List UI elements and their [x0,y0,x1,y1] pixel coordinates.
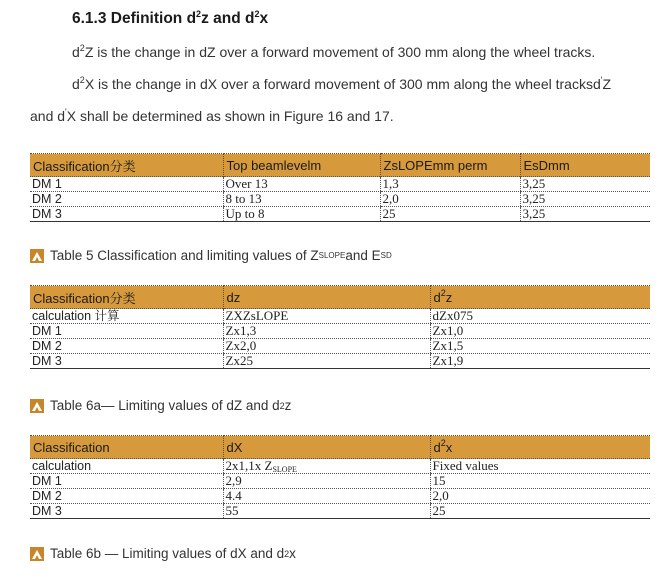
table-cell: 2x1,1x $Z_{SLOPE}$ [223,459,430,474]
table-cell: 25 [380,207,520,222]
table-cell: dZx075 [430,309,650,324]
table-cell: Over 13 [223,177,380,192]
table-cell: Zx1,3 [223,324,430,339]
table-cell: DM 2 [30,489,223,504]
table-cell: DM 3 [30,354,223,369]
column-header: EsDmm [520,154,650,177]
table-cell: DM 2 [30,339,223,354]
table-cell: DM 1 [30,324,223,339]
table-cell: DM 3 [30,504,223,519]
section-number: 6.1.3 [72,10,107,27]
section-title-mid: z and d [201,10,255,27]
table-cell: ZXZsLOPE [223,309,430,324]
column-header: dz [223,286,430,309]
section-title-prefix: Definition d [110,10,197,27]
table-cell: Zx1,5 [430,339,650,354]
table-row [30,192,650,207]
section-heading [72,10,268,28]
table-cell: 3,25 [520,192,650,207]
table-cell: Zx1,0 [430,324,650,339]
table-cell: DM 1 [30,474,223,489]
table-marker-icon [30,399,44,413]
paragraph-d2z: $d^2Z$ is the change in dZ over a forward movement of 300 mm along the wheel tracks. [72,43,596,60]
column-header: Classification [30,436,223,459]
column-header: dX [223,436,430,459]
sup-2: 2 [254,9,260,19]
table-cell: DM 2 [30,192,223,207]
table-row [30,177,650,192]
column-header: Classification分类 [30,286,223,309]
table-cell: 25 [430,504,650,519]
table-cell: calculation [30,459,223,474]
column-header: Top beamlevelm [223,154,380,177]
table-row [30,309,650,324]
paragraph-determination: and d'X shall be determined as shown in Figure 16 and 17. [30,107,394,124]
table-6b-caption: Table 6b — Limiting values of dX and d 2 x [30,546,296,561]
table-marker-icon [30,547,44,561]
table-row [30,504,650,519]
table-cell: Zx25 [223,354,430,369]
table-cell: 8 to 13 [223,192,380,207]
table-6b [30,435,650,519]
table-row [30,324,650,339]
table-cell: Zx1,9 [430,354,650,369]
table-cell: DM 1 [30,177,223,192]
table-cell: 3,25 [520,207,650,222]
table-cell: 55 [223,504,430,519]
table-row [30,459,650,474]
table-5 [30,153,650,222]
section-title-suffix: x [259,10,269,27]
table-cell: Fixed values [430,459,650,474]
table-row [30,474,650,489]
table-cell: Up to 8 [223,207,380,222]
table-header-row [30,436,650,459]
table-marker-icon [30,249,44,263]
paragraph-d2x: $d^2X$ is the change in dX over a forward movement of 300 mm along the wheel tracksd'Z [72,75,612,92]
table-cell: 2,0 [430,489,650,504]
table-cell: DM 3 [30,207,223,222]
table-cell: 1,3 [380,177,520,192]
table-cell: Zx2,0 [223,339,430,354]
table-row [30,354,650,369]
column-header: Classification分类 [30,154,223,177]
table-header-row [30,154,650,177]
table-header-row [30,286,650,309]
table-6a [30,285,650,369]
table-row [30,339,650,354]
column-header: $d^2x$ [430,436,650,459]
table-cell: 2,0 [380,192,520,207]
column-header: $d^2z$ [430,286,650,309]
table-cell: 15 [430,474,650,489]
table-5-caption: Table 5 Classification and limiting values of Z SLOPE and E SD [30,248,392,263]
table-cell: 4.4 [223,489,430,504]
table-row [30,489,650,504]
table-6a-caption: Table 6a— Limiting values of dZ and d 2 z [30,398,291,413]
column-header: ZsLOPEmm perm [380,154,520,177]
table-row [30,207,650,222]
sup-2: 2 [196,9,202,19]
table-cell: calculation 计算 [30,309,223,324]
table-cell: 3,25 [520,177,650,192]
table-cell: 2,9 [223,474,430,489]
